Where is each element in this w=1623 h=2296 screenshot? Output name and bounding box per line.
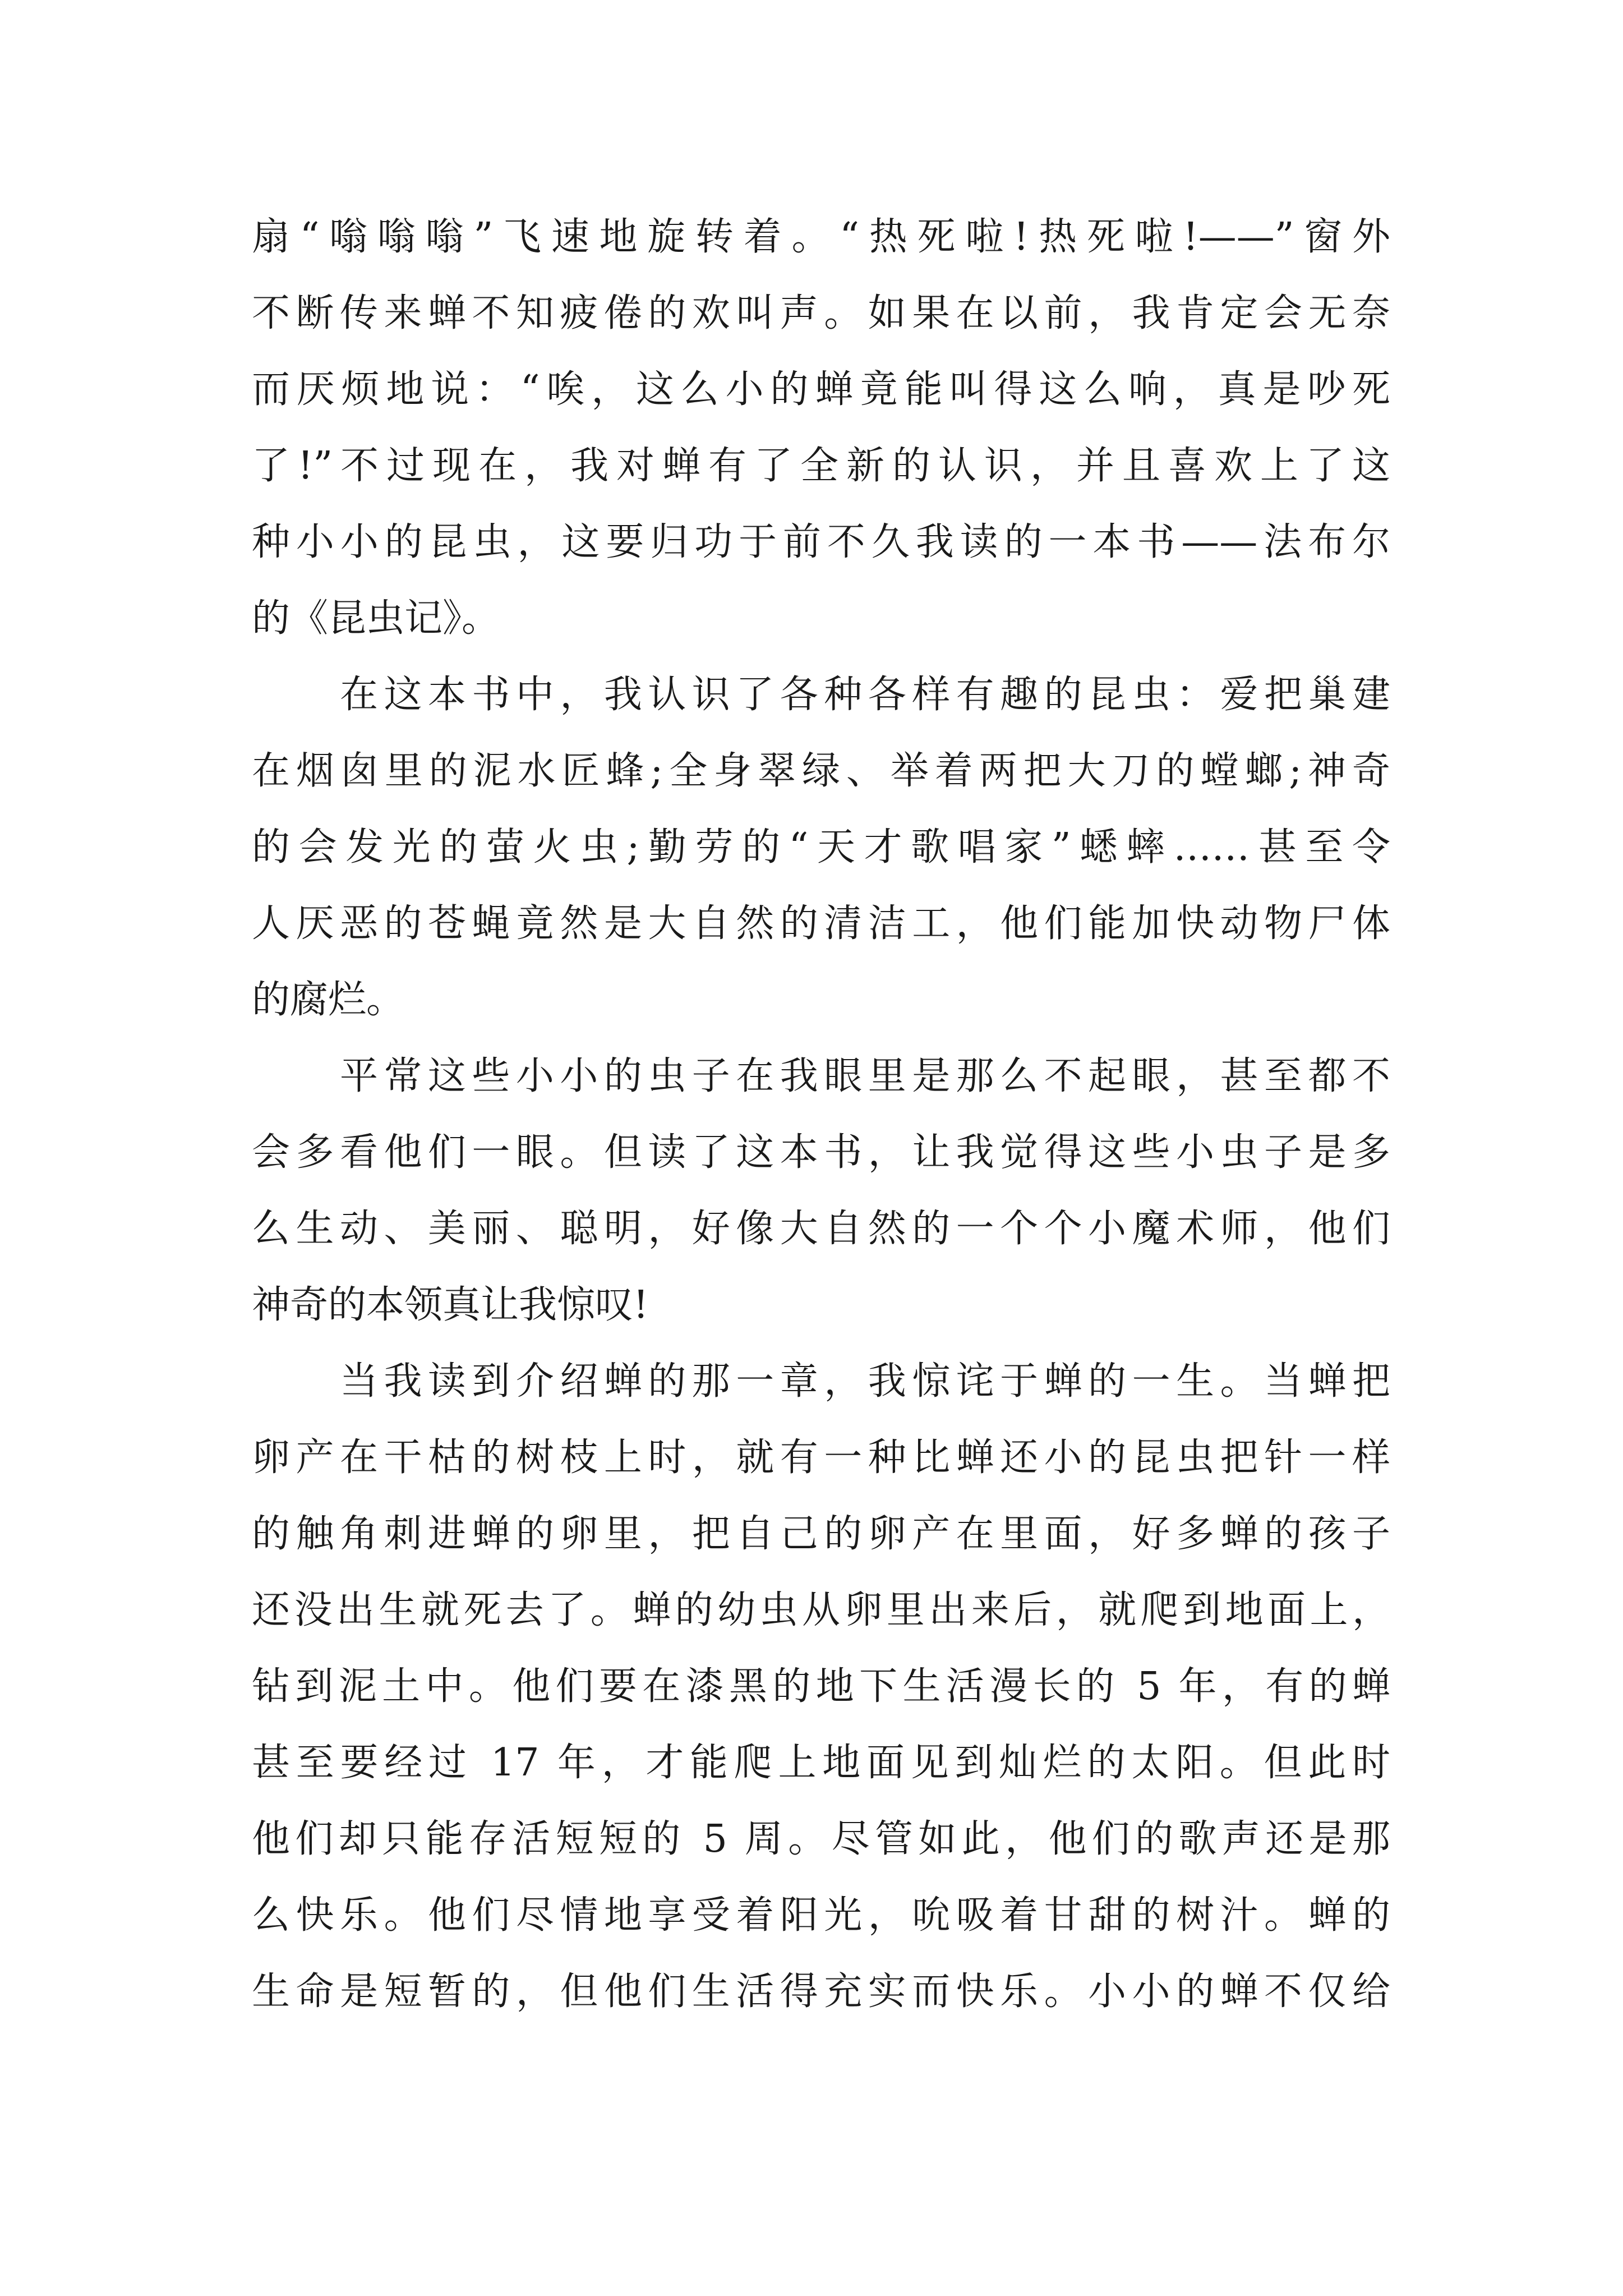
text-line: 的触角刺进蝉的卵里，把自己的卵产在里面，好多蝉的孩子	[252, 1512, 1390, 1556]
text-line: 钻到泥土中。他们要在漆黑的地下生活漫长的 5 年，有的蝉	[252, 1664, 1390, 1709]
text-line: 会多看他们一眼。但读了这本书，让我觉得这些小虫子是多	[252, 1130, 1390, 1175]
text-line: 了!”不过现在，我对蝉有了全新的认识，并且喜欢上了这	[252, 444, 1390, 488]
text-line: 人厌恶的苍蝇竟然是大自然的清洁工，他们能加快动物尸体	[252, 901, 1390, 946]
text-line: 扇“嗡嗡嗡”飞速地旋转着。“热死啦!热死啦!——”窗外	[252, 215, 1390, 259]
text-line: 平常这些小小的虫子在我眼里是那么不起眼，甚至都不	[252, 1054, 1390, 1098]
text-line: 在烟囱里的泥水匠蜂;全身翠绿、举着两把大刀的螳螂;神奇	[252, 749, 1390, 793]
text-line: 的会发光的萤火虫;勤劳的“天才歌唱家”蟋蟀……甚至令	[252, 825, 1390, 869]
essay-body	[252, 199, 1390, 2030]
text-line: 卵产在干枯的树枝上时，就有一种比蝉还小的昆虫把针一样	[252, 1435, 1390, 1480]
text-line: 在这本书中，我认识了各种各样有趣的昆虫：爱把巢建	[252, 673, 1390, 717]
text-line: 么快乐。他们尽情地享受着阳光，吮吸着甘甜的树汁。蝉的	[252, 1893, 1390, 1938]
text-line: 的《昆虫记》。	[252, 596, 500, 641]
text-line: 当我读到介绍蝉的那一章，我惊诧于蝉的一生。当蝉把	[252, 1359, 1390, 1404]
text-line: 而厌烦地说：“唉，这么小的蝉竟能叫得这么响，真是吵死	[252, 367, 1390, 412]
text-line: 种小小的昆虫，这要归功于前不久我读的一本书——法布尔	[252, 520, 1390, 564]
text-line: 不断传来蝉不知疲倦的欢叫声。如果在以前，我肯定会无奈	[252, 291, 1390, 335]
text-line: 甚至要经过 17 年，才能爬上地面见到灿烂的太阳。但此时	[252, 1741, 1390, 1785]
text-line: 还没出生就死去了。蝉的幼虫从卵里出来后，就爬到地面上，	[252, 1588, 1390, 1632]
text-line: 么生动、美丽、聪明，好像大自然的一个个小魔术师，他们	[252, 1207, 1390, 1251]
text-line: 他们却只能存活短短的 5 周。尽管如此，他们的歌声还是那	[252, 1817, 1390, 1861]
text-line: 神奇的本领真让我惊叹!	[252, 1283, 649, 1327]
text-line: 生命是短暂的，但他们生活得充实而快乐。小小的蝉不仅给	[252, 1970, 1390, 2014]
text-line: 的腐烂。	[252, 978, 405, 1022]
